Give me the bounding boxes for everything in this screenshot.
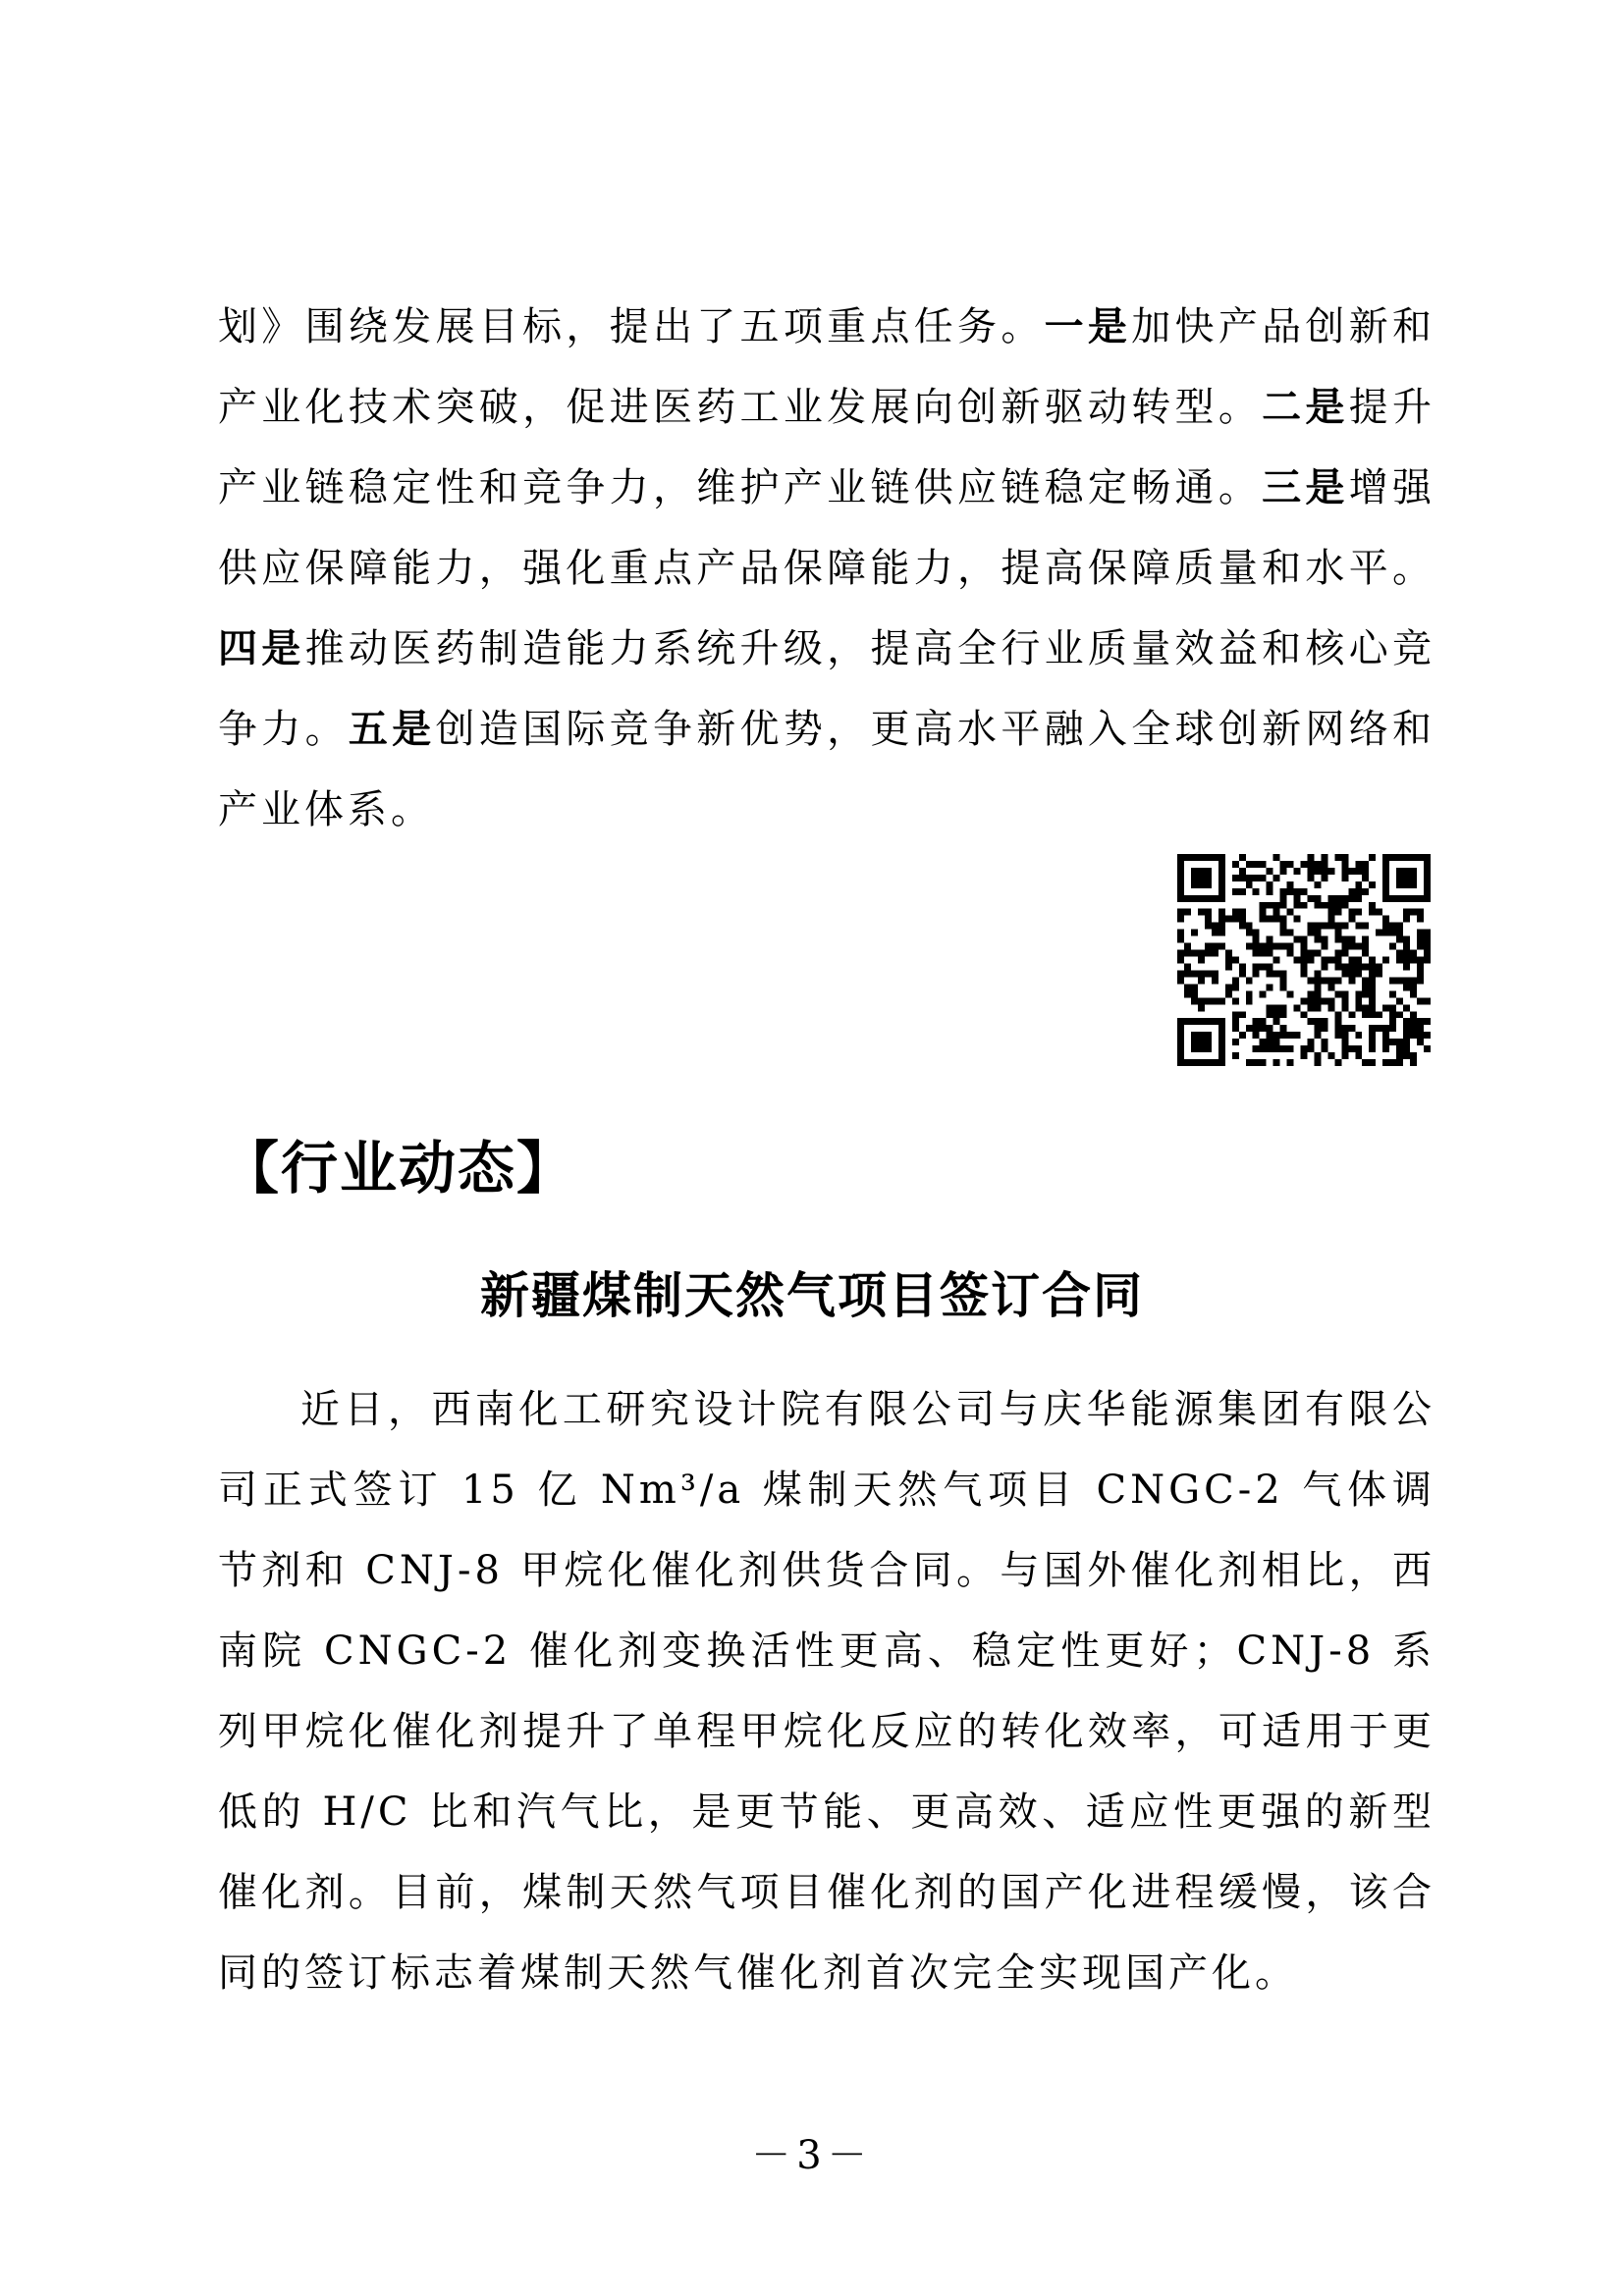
intro-text-2: 提升产业链稳定性和竞争力，维护产业链供应链稳定畅通。 <box>218 385 1436 510</box>
intro-text-1: 加快产品创新和产业化技术突破，促进医药工业发展向创新驱动转型。 <box>218 304 1436 430</box>
qr-code-image <box>1176 854 1432 1066</box>
lead-three: 三是 <box>1262 464 1349 510</box>
lead-five: 五是 <box>348 706 436 752</box>
lead-four: 四是 <box>218 625 305 671</box>
article-body: 近日，西南化工研究设计院有限公司与庆华能源集团有限公司正式签订 15 亿 Nm³/a 煤制天然气项目 CNGC-2 气体调节剂和 CNJ-8 甲烷化催化剂供货合同。与国外催化剂相比，西南院 CNGC-2 催化剂变换活性更高、稳定性更好；CNJ-8 系列甲烷化催化剂提升了单程甲烷化反应的转化效率，可适用于更低的 H/C 比和汽气比，是更节能、更高效、适应性更强的新型催化剂。目前，煤制天然气项目催化剂的国产化进程缓慢，该合同的签订标志着煤制天然气催化剂首次完全实现国产化。 <box>218 1387 1435 1996</box>
article-title: 新疆煤制天然气项目签订合同 <box>480 1266 1144 1324</box>
page-number: －3－ <box>751 2133 873 2178</box>
intro-text-5: 创造国际竞争新优势，更高水平融入全球创新网络和产业体系。 <box>218 707 1436 832</box>
lead-one: 一是 <box>1044 303 1132 349</box>
intro-paragraph <box>218 287 1435 850</box>
intro-text-part1: 划》围绕发展目标，提出了五项重点任务。 <box>218 304 1045 349</box>
intro-text-3: 增强供应保障能力，强化重点产品保障能力，提高保障质量和水平。 <box>218 465 1436 591</box>
intro-text-4: 推动医药制造能力系统升级，提高全行业质量效益和核心竞争力。 <box>218 626 1436 752</box>
lead-two: 二是 <box>1262 384 1349 430</box>
section-heading-industry-news: 【行业动态】 <box>222 1135 576 1201</box>
